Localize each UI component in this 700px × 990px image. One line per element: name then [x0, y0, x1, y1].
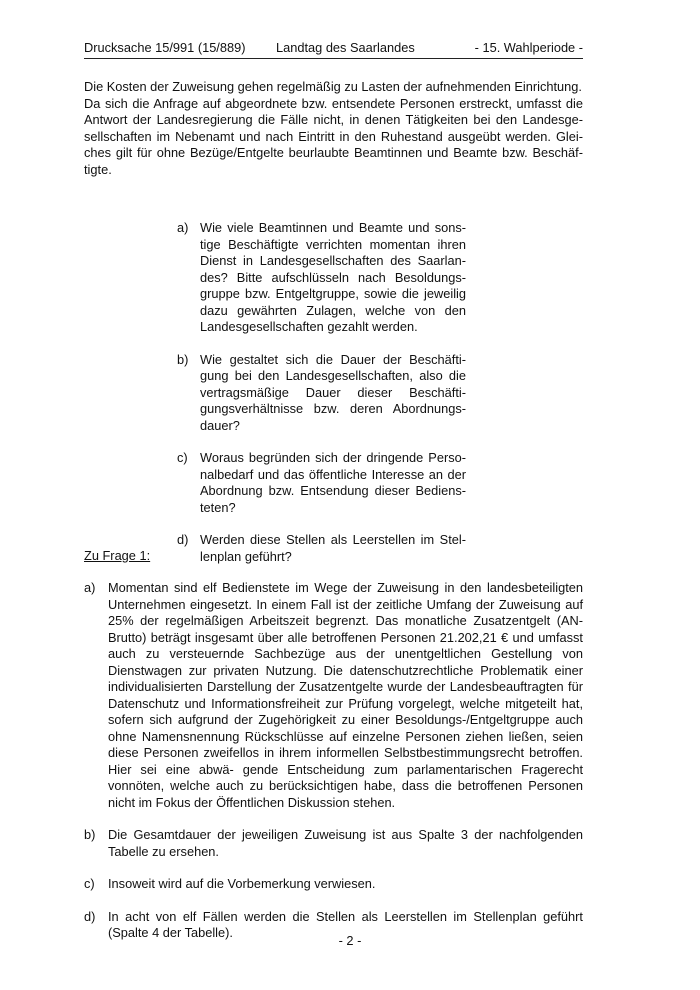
question-text: Wie gestaltet sich die Dauer der Beschäftigung bei den Landesgesellschaften, also die vertragsmäßige Dauer dieser Beschäftigungsverhältnisse bzw. deren Abordnungsdauer?: [200, 351, 466, 433]
answer-heading: Zu Frage 1:: [84, 548, 151, 563]
header-document-number: Drucksache 15/991 (15/889): [84, 40, 246, 55]
answer-text: Insoweit wird auf die Vorbemerkung verwiesen.: [108, 876, 376, 891]
answer-label: b): [84, 827, 96, 842]
answer-text: In acht von elf Fällen werden die Stellen als Leerstellen im Stellenplan geführt (Spalte 4 der Tabelle).: [108, 908, 583, 940]
page-number: - 2 -: [338, 933, 362, 948]
intro-paragraph-1: Die Kosten der Zuweisung gehen regelmäßig zu Lasten der aufnehmenden Einrichtung.: [84, 79, 582, 94]
intro-section: [84, 79, 583, 178]
question-item-d: [177, 532, 466, 565]
question-label: a): [177, 220, 189, 235]
question-label: c): [177, 450, 188, 465]
answer-item-a: [84, 580, 583, 811]
question-list: [177, 220, 466, 581]
answer-list: [84, 580, 583, 958]
question-text: Wie viele Beamtinnen und Beamte und sonstige Beschäftigte verrichten momentan ihren Dienst in Landesgesellschaften des Saarlandes? Bitte aufschlüsseln nach Besoldungsgruppe bzw. Entgeltgruppe, sowie die jeweilig dazu gewährten Zulagen, welche von den Landesgesellschaften gezahlt werden.: [200, 220, 466, 334]
header-parliament: Landtag des Saarlandes: [276, 40, 415, 55]
question-label: b): [177, 351, 189, 367]
question-text: Woraus begründen sich der dringende Personalbedarf und das öffentliche Interesse an der Abordnung bzw. Entsendung dieser Bediensteten?: [200, 450, 466, 515]
answer-text: Die Gesamtdauer der jeweiligen Zuweisung ist aus Spalte 3 der nachfolgenden Tabelle zu ersehen.: [108, 827, 583, 859]
question-label: d): [177, 532, 189, 547]
answer-text: Momentan sind elf Bedienstete im Wege der Zuweisung in den landesbeteiligten Unternehmen eingesetzt. In einem Fall ist der zeitliche Umfang der Zuweisung auf 25% der regelmäßigen Arbeitszeit begrenzt. Das monatliche Zusatzentgelt (AN-Brutto) beträgt insgesamt über alle betroffenen Personen 21.202,21 € und umfasst auch zu versteuernde Sachbezüge aus der unentgeltlichen Gestellung von Dienstwagen zur privaten Nutzung. Die datenschutzrechtliche Problematik einer individualisierten Darstellung der Zusatzentgelte wurde der Landesbeauftragten für Datenschutz und Informationsfreiheit zur Prüfung vorgelegt, welche mitgeteilt hat, sofern sich aufgrund der Zugehörigkeit zu einer Besoldungs-/Entgeltgruppe auch ohne Namensnennung Rückschlüsse auf einzelne Personen ziehen ließen, seien diese Personen zweifellos in ihrem informellen Selbstbestimmungsrecht betroffen. Hier sei eine abwä- gende Entscheidung zum parlamentarischen Fragerecht vonnöten, welche auch zu berücksichtigen habe, dass die betroffenen Personen nicht im Fokus der Öffentlichen Diskussion stehen.: [108, 580, 583, 810]
question-item-a: [177, 220, 466, 336]
question-item-c: [177, 450, 466, 516]
answer-item-b: [84, 827, 583, 860]
question-item-b: [177, 352, 466, 435]
page-header: [84, 40, 583, 59]
answer-label: d): [84, 908, 96, 924]
intro-paragraph-2: Da sich die Anfrage auf abgeordnete bzw. entsendete Personen erstreckt, umfasst die Antwort der Landesregierung die Fälle nicht, in denen Tätigkeiten bei den Landesgesellschaften im Nebenamt und nach Eintritt in den Ruhestand ausgeübt werden. Gleiches gilt für ohne Bezüge/Entgelte beurlaubte Beamtinnen und Beamte bzw. Beschäftigte.: [84, 95, 583, 177]
answer-label: a): [84, 580, 96, 595]
answer-label: c): [84, 876, 95, 891]
answer-item-c: [84, 876, 583, 893]
question-text: Werden diese Stellen als Leerstellen im Stellenplan geführt?: [200, 532, 466, 564]
header-legislative-period: - 15. Wahlperiode -: [474, 40, 583, 55]
